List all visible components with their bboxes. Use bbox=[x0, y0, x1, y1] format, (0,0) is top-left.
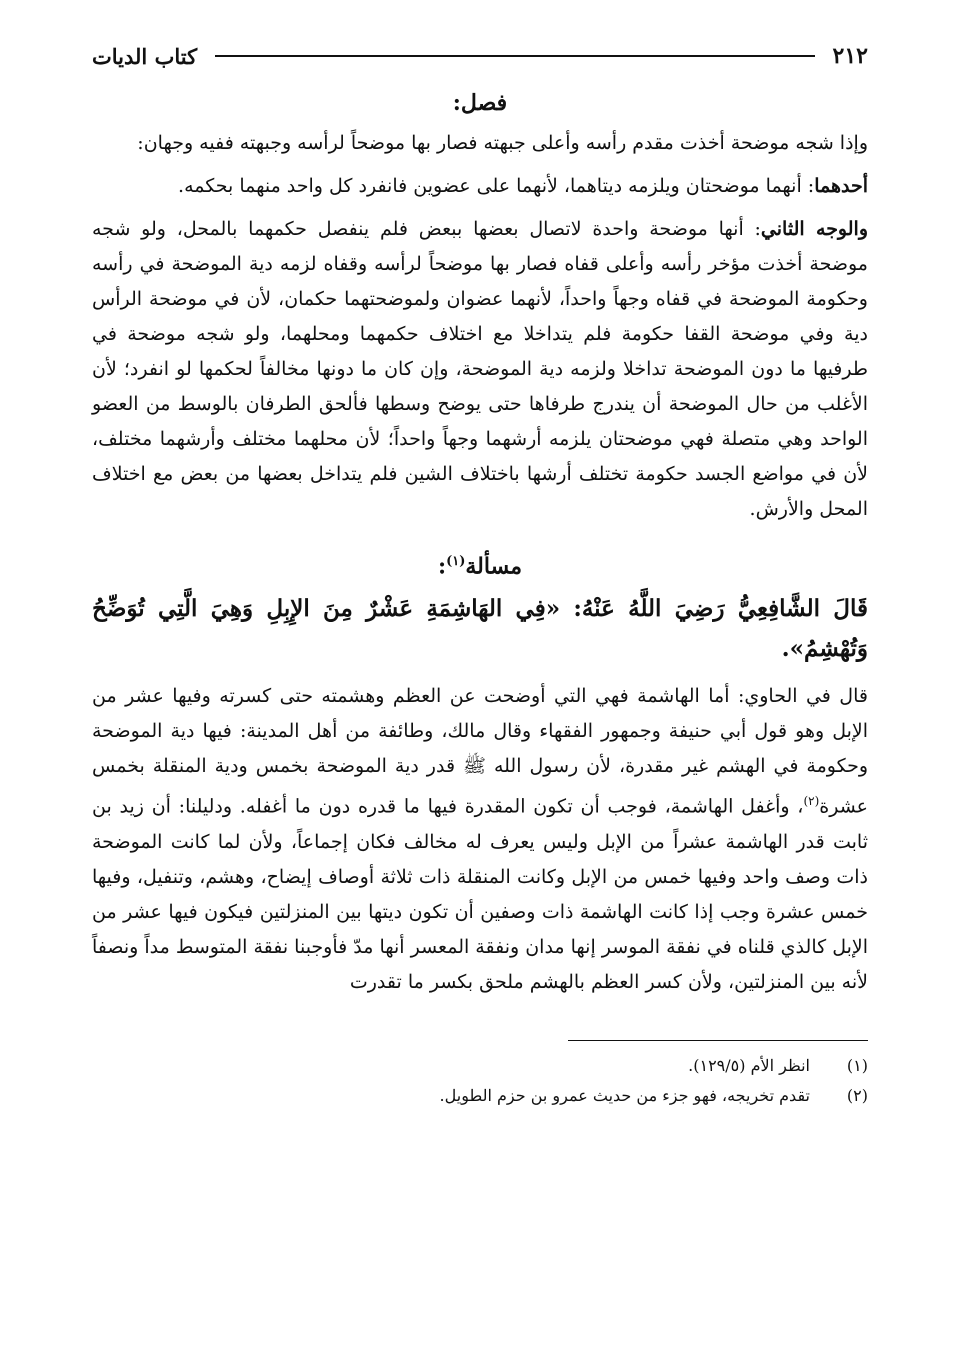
hawi-paragraph bbox=[92, 679, 868, 999]
footnote-rule bbox=[568, 1040, 868, 1041]
footnote-2 bbox=[92, 1081, 868, 1111]
first-view-lead: أحدهما bbox=[814, 175, 868, 197]
book-title: كتاب الديات bbox=[92, 43, 198, 69]
shafii-quote: قَالَ الشَّافِعِيُّ رَضِيَ اللَّهُ عَنْهُ: «فِي الهَاشِمَةِ عَشْرٌ مِنَ الإِبِلِ وَهِيَ الَّتِي تُوَضِّحُ وَتُهْشِمُ». bbox=[92, 595, 868, 663]
masala-title: مسألة bbox=[465, 553, 523, 580]
footnote-1 bbox=[92, 1051, 868, 1081]
second-view-paragraph bbox=[92, 212, 868, 527]
second-view-text: : أنها موضحة واحدة لاتصال بعضها ببعض فلم ينفصل حكمهما بالمحل، ولو شجه موضحة أخذت مؤخر رأسه وأعلى قفاه فصار بها موضحاً لرأسه وقفاه لزمه دية الموضحة في رأسه وحكومة الموضحة في قفاه وجهاً واحداً، لأنهما عضوان ولموضحتهما حكمان، لأن في موضحة الرأس دية وفي موضحة القفا حكومة فلم يتداخلا مع اختلاف حكمهما ومحلهما، ولو شجه موضحة في طرفيها ما دون الموضحة تداخلا ولزمه دية الموضحة، وإن كان ما دونها مخالفاً لحكمها لو انفرد؛ لأن الأغلب من حال الموضحة أن يندرج طرفاها حتى يوضح وسطها فألحق الطرفان بالوسط من العضو الواحد وهي متصلة فهي موضحتان يلزمه أرشهما وجهاً واحداً؛ لأن محلهما مختلف وأرشهما مختلف، لأن في مواضع الجسد حكومة تختلف أرشها باختلاف الشين فلم يتداخل بعضها من بعض مع اختلاف المحل والأرش. bbox=[92, 218, 869, 520]
footnote-1-text: انظر الأم (١٢٩/٥). bbox=[688, 1055, 810, 1075]
footnote-2-text: تقدم تخريجه، فهو جزء من حديث عمرو بن حزم الطويل. bbox=[439, 1085, 810, 1105]
hawi-text-part2: ، وأغفل الهاشمة، فوجب أن تكون المقدرة فيها ما قدره دون ما أغفله. ودليلنا: أن زيد بن ثابت قدر الهاشمة عشراً من الإبل وليس يعرف له مخالف فكان إجماعاً، ولأن لما كانت الموضحة ذات وصف واحد وفيها خمس من الإبل وكانت المنقلة ذات ثلاثة أوصاف إيضاح، وهشم، وتنفيل، وفيها خمس عشرة وجب إذا كانت الهاشمة ذات وصفين أن تكون ديتها بين المنزلتين فيكون فيها عشر من الإبل كالذي قلناه في نفقة الموسر إنها مدان ونفقة المعسر أنها مدّ فأوجبنا نفقة المتوسط مداً ونصفاً لأنه بين المنزلتين، ولأن كسر العظم بالهشم ملحق بكسر ما تقدرت bbox=[92, 795, 868, 993]
header-rule bbox=[215, 55, 814, 57]
hawi-footnote-ref: (٢) bbox=[803, 794, 820, 809]
section-heading: فصل: bbox=[452, 90, 508, 116]
section-intro: وإذا شجه موضحة أخذت مقدم رأسه وأعلى جبهته فصار بها موضحاً لرأسه وجبهته ففيه وجهان: bbox=[137, 132, 868, 154]
second-view-lead: والوجه الثاني bbox=[760, 218, 868, 240]
masala-colon: : bbox=[437, 553, 447, 580]
masala-footnote-ref: (١) bbox=[446, 554, 466, 569]
footnote-2-number: (٢) bbox=[846, 1085, 868, 1105]
running-header bbox=[92, 36, 868, 76]
book-page bbox=[92, 36, 868, 1111]
first-view-paragraph bbox=[92, 169, 868, 204]
page-number: ٢١٢ bbox=[832, 43, 868, 69]
footnote-1-number: (١) bbox=[846, 1055, 868, 1075]
hawi-text-part1: قال في الحاوي: أما الهاشمة فهي التي أوضحت عن العظم وهشمته حتى كسرته وفيها عشر من الإبل وهو قول أبي حنيفة وجمهور الفقهاء وقال مالك، وطائفة من أهل المدينة: فيها دية الموضحة وحكومة في الهشم غير مقدرة، لأن رسول الله ﷺ قدر دية الموضحة بخمس ودية المنقلة بخمس عشرة bbox=[92, 685, 868, 818]
masala-heading bbox=[92, 545, 868, 583]
first-view-text: : أنهما موضحتان ويلزمه ديتاهما، لأنهما على عضوين فانفرد كل واحد منهما بحكمه. bbox=[178, 175, 815, 197]
